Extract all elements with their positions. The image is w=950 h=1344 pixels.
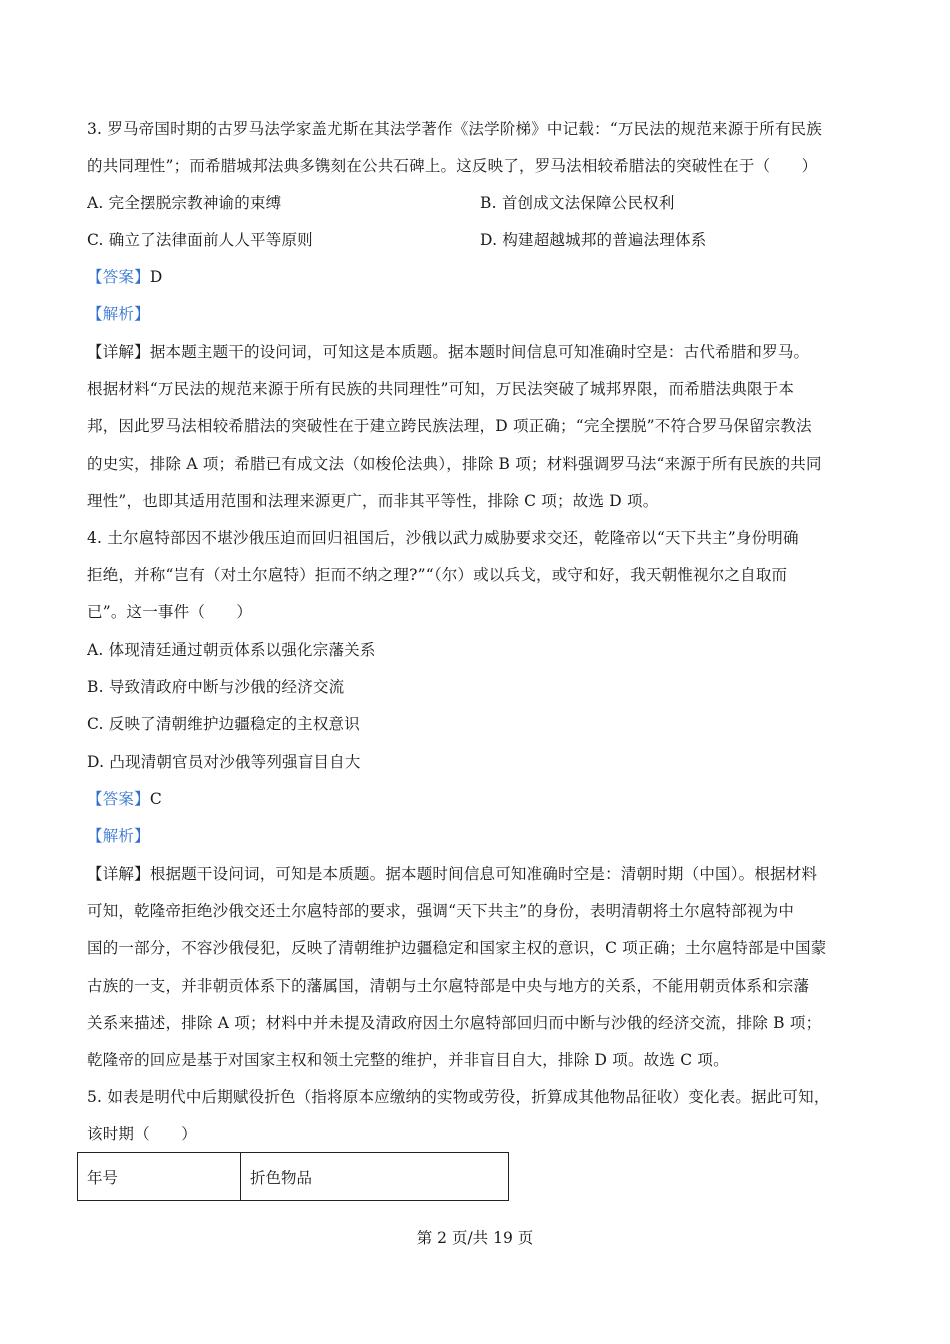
table-header-row xyxy=(78,1153,509,1201)
q4-option-b: B. 导致清政府中断与沙俄的经济交流 xyxy=(87,678,345,696)
detail-text: 根据题干设问词，可知是本质题。据本题时间信息可知准确时空是：清朝时期（中国）。根据材料 xyxy=(149,865,818,883)
q3-option-a: A. 完全摆脱宗教神谕的束缚 xyxy=(87,194,282,212)
answer-value: C xyxy=(149,790,162,808)
detail-tag: 【详解】 xyxy=(87,865,150,883)
q5-table xyxy=(77,1152,509,1201)
q4-analysis-tag xyxy=(87,824,877,848)
q5-stem-line-1: 5. 如表是明代中后期赋役折色（指将原本应缴纳的实物或劳役，折算成其他物品征收）变化表。据此可知， xyxy=(87,1088,830,1106)
q4-answer xyxy=(87,787,877,811)
analysis-tag: 【解析】 xyxy=(87,827,150,845)
q3-stem-line-2: 的共同理性”；而希腊城邦法典多镌刻在公共石碑上。这反映了，罗马法相较希腊法的突破性在于（ ） xyxy=(87,157,818,175)
q3-analysis-tag xyxy=(87,302,877,326)
q5-stem-line-2: 该时期（ ） xyxy=(87,1125,197,1143)
q3-answer xyxy=(87,265,877,289)
q3-option-b: B. 首创成文法保障公民权利 xyxy=(480,194,675,212)
answer-value: D xyxy=(149,268,163,286)
q3-detail-line-5: 理性”，也即其适用范围和法理来源更广，而非其平等性，排除 C 项；故选 D 项。 xyxy=(87,492,659,510)
q3-stem-line-1: 3. 罗马帝国时期的古罗马法学家盖尤斯在其法学著作《法学阶梯》中记载：“万民法的规范来源于所有民族 xyxy=(87,120,822,138)
q3-detail-line-2: 根据材料“万民法的规范来源于所有民族的共同理性”可知，万民法突破了城邦界限，而希腊法典限于本 xyxy=(87,380,795,398)
q4-stem-line-2: 拒绝，并称“岂有（对土尔扈特）拒而不纳之理?”“（尔）或以兵戈，或守和好，我天朝惟视尔之自取而 xyxy=(87,566,788,584)
q3-detail-line-1 xyxy=(87,340,877,364)
q4-stem-line-1: 4. 土尔扈特部因不堪沙俄压迫而回归祖国后，沙俄以武力威胁要求交还，乾隆帝以“天下共主”身份明确 xyxy=(87,529,799,547)
q4-stem-line-3: 已”。这一事件（ ） xyxy=(87,603,253,621)
q3-detail-line-4: 的史实，排除 A 项；希腊已有成文法（如梭伦法典），排除 B 项；材料强调罗马法“来源于所有民族的共同 xyxy=(87,455,822,473)
q4-detail-line-6: 乾隆帝的回应是基于对国家主权和领土完整的维护，并非盲目自大，排除 D 项。故选 C 项。 xyxy=(87,1051,729,1069)
q3-option-d: D. 构建超越城邦的普遍法理体系 xyxy=(480,231,707,249)
q3-detail-line-3: 邦，因此罗马法相较希腊法的突破性在于建立跨民族法理，D 项正确；“完全摆脱”不符合罗马保留宗教法 xyxy=(87,417,812,435)
q4-detail-line-4: 古族的一支，并非朝贡体系下的藩属国，清朝与土尔扈特部是中央与地方的关系，不能用朝贡体系和宗藩 xyxy=(87,977,810,995)
q4-detail-line-3: 国的一部分，不容沙俄侵犯，反映了清朝维护边疆稳定和国家主权的意识，C 项正确；土尔扈特部是中国蒙 xyxy=(87,939,827,957)
answer-tag: 【答案】 xyxy=(87,790,150,808)
q4-detail-line-1 xyxy=(87,862,877,886)
table-header-cell: 折色物品 xyxy=(241,1153,509,1201)
q3-option-c: C. 确立了法律面前人人平等原则 xyxy=(87,231,313,249)
table-header-cell: 年号 xyxy=(78,1153,241,1201)
detail-tag: 【详解】 xyxy=(87,343,150,361)
page-footer: 第 2 页/共 19 页 xyxy=(416,1229,534,1247)
q4-option-c: C. 反映了清朝维护边疆稳定的主权意识 xyxy=(87,715,360,733)
q4-detail-line-5: 关系来描述，排除 A 项；材料中并未提及清政府因土尔扈特部回归而中断与沙俄的经济交流，排除 B 项； xyxy=(87,1014,822,1032)
q4-detail-line-2: 可知，乾隆帝拒绝沙俄交还土尔扈特部的要求，强调“天下共主”的身份，表明清朝将土尔扈特部视为中 xyxy=(87,902,795,920)
answer-tag: 【答案】 xyxy=(87,268,150,286)
q4-option-d: D. 凸现清朝官员对沙俄等列强盲目自大 xyxy=(87,753,361,771)
analysis-tag: 【解析】 xyxy=(87,305,150,323)
q4-option-a: A. 体现清廷通过朝贡体系以强化宗藩关系 xyxy=(87,641,376,659)
detail-text: 据本题主题干的设问词，可知这是本质题。据本题时间信息可知准确时空是：古代希腊和罗马。 xyxy=(149,343,810,361)
